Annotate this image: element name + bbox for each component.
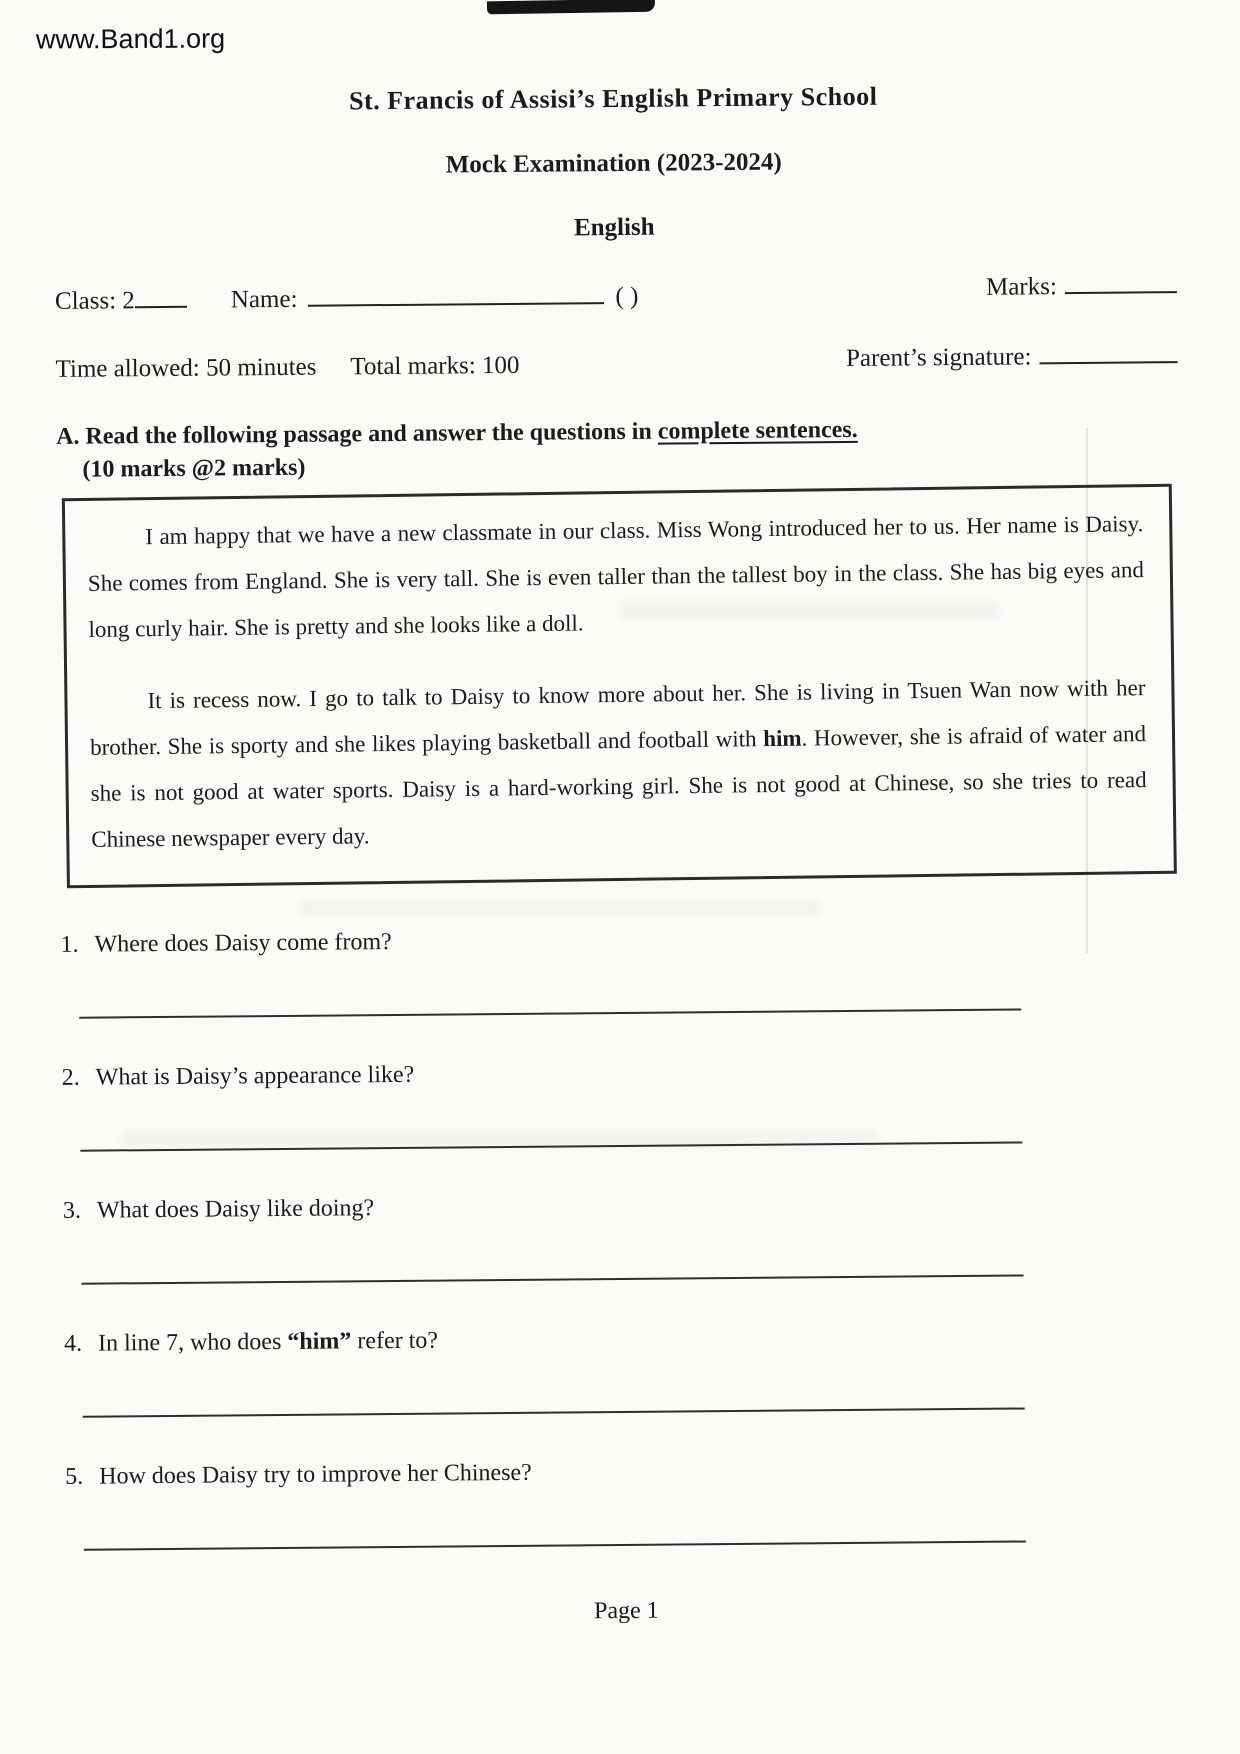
question-3-text-part: What does Daisy like doing? bbox=[96, 1194, 375, 1224]
question-4-text bbox=[98, 1327, 438, 1357]
question-4 bbox=[64, 1321, 1186, 1358]
name-label: Name: bbox=[230, 286, 298, 314]
question-2-text bbox=[96, 1061, 415, 1091]
question-4-number: 4. bbox=[63, 1330, 83, 1357]
website-watermark: www.Band1.org bbox=[35, 23, 226, 55]
passage-paragraph-1: I am happy that we have a new classmate in our class. Miss Wong introduced her to us. Her name is Daisy. She comes from England. She is very tall. She is even taller than the tallest boy in the class. She has big eyes and long curly hair. She is pretty and she looks like a doll. bbox=[87, 510, 1145, 642]
info-row-1 bbox=[55, 271, 1177, 316]
class-label: Class: 2 bbox=[54, 287, 135, 316]
total-marks-label: Total marks: 100 bbox=[350, 351, 520, 380]
question-3-text bbox=[97, 1195, 374, 1224]
time-allowed-label: Time allowed: 50 minutes bbox=[55, 353, 317, 383]
him-bold-word: him bbox=[763, 725, 802, 751]
page-number: Page 1 bbox=[593, 1597, 659, 1624]
questions-section bbox=[60, 922, 1187, 1551]
section-a-heading bbox=[56, 412, 1179, 486]
question-2-text-part: What is Daisy’s appearance like? bbox=[95, 1061, 415, 1091]
question-5-text bbox=[99, 1459, 532, 1490]
question-4-text-part: In line 7, who does bbox=[97, 1328, 288, 1357]
paragraph-2-text: It is recess now. I go to talk to Daisy to know more about her. She is living in Tsuen Wan now with her brother. She is sporty and she likes playing basketball and football with bbox=[89, 674, 1146, 760]
class-blank bbox=[135, 280, 187, 309]
spacer bbox=[520, 370, 847, 373]
paragraph-2-text: . However, she is afraid of water and she is not good at water sports. Daisy is a hard-working girl. She is not good at Chinese, so she tries to read Chinese newspaper every day. bbox=[90, 720, 1147, 852]
question-5-number: 5. bbox=[65, 1463, 84, 1490]
subject-title: English bbox=[573, 213, 655, 242]
question-5 bbox=[65, 1454, 1187, 1491]
answer-line-1 bbox=[79, 1008, 1021, 1018]
info-row-2 bbox=[55, 338, 1177, 383]
reading-passage-box bbox=[62, 483, 1177, 887]
spacer bbox=[638, 301, 986, 304]
question-1 bbox=[60, 922, 1182, 959]
question-2 bbox=[62, 1055, 1184, 1092]
section-a-marks-note: (10 marks @2 marks) bbox=[82, 454, 306, 483]
question-5-text-part: How does Daisy try to improve her Chinese? bbox=[99, 1459, 532, 1490]
parent-signature-label: Parent’s signature: bbox=[845, 342, 1032, 372]
question-4-bold-part: “him” bbox=[287, 1327, 352, 1355]
question-3 bbox=[63, 1188, 1185, 1225]
marks-blank bbox=[1065, 265, 1177, 294]
answer-line-5 bbox=[84, 1540, 1026, 1550]
scan-edge-shadow bbox=[1086, 428, 1088, 953]
answer-line-3 bbox=[82, 1274, 1024, 1284]
section-a-heading-underlined: complete sentences. bbox=[657, 416, 858, 445]
parent-signature-blank bbox=[1039, 334, 1177, 363]
answer-line-2 bbox=[80, 1141, 1022, 1151]
class-number-parentheses: ( ) bbox=[615, 283, 639, 311]
question-4-text-part: refer to? bbox=[351, 1327, 439, 1354]
section-a-heading-text: A. Read the following passage and answer the questions in bbox=[56, 418, 658, 450]
question-3-number: 3. bbox=[62, 1197, 82, 1224]
question-2-number: 2. bbox=[61, 1064, 80, 1091]
question-1-number: 1. bbox=[60, 931, 79, 958]
exam-title: Mock Examination (2023-2024) bbox=[445, 148, 782, 179]
school-title: St. Francis of Assisi’s English Primary School bbox=[348, 81, 878, 116]
marks-label: Marks: bbox=[985, 273, 1057, 302]
question-1-text-part: Where does Daisy come from? bbox=[94, 928, 392, 958]
name-blank bbox=[307, 276, 603, 307]
question-1-text bbox=[94, 928, 391, 958]
answer-line-4 bbox=[83, 1407, 1025, 1417]
passage-paragraph-2 bbox=[89, 665, 1147, 863]
